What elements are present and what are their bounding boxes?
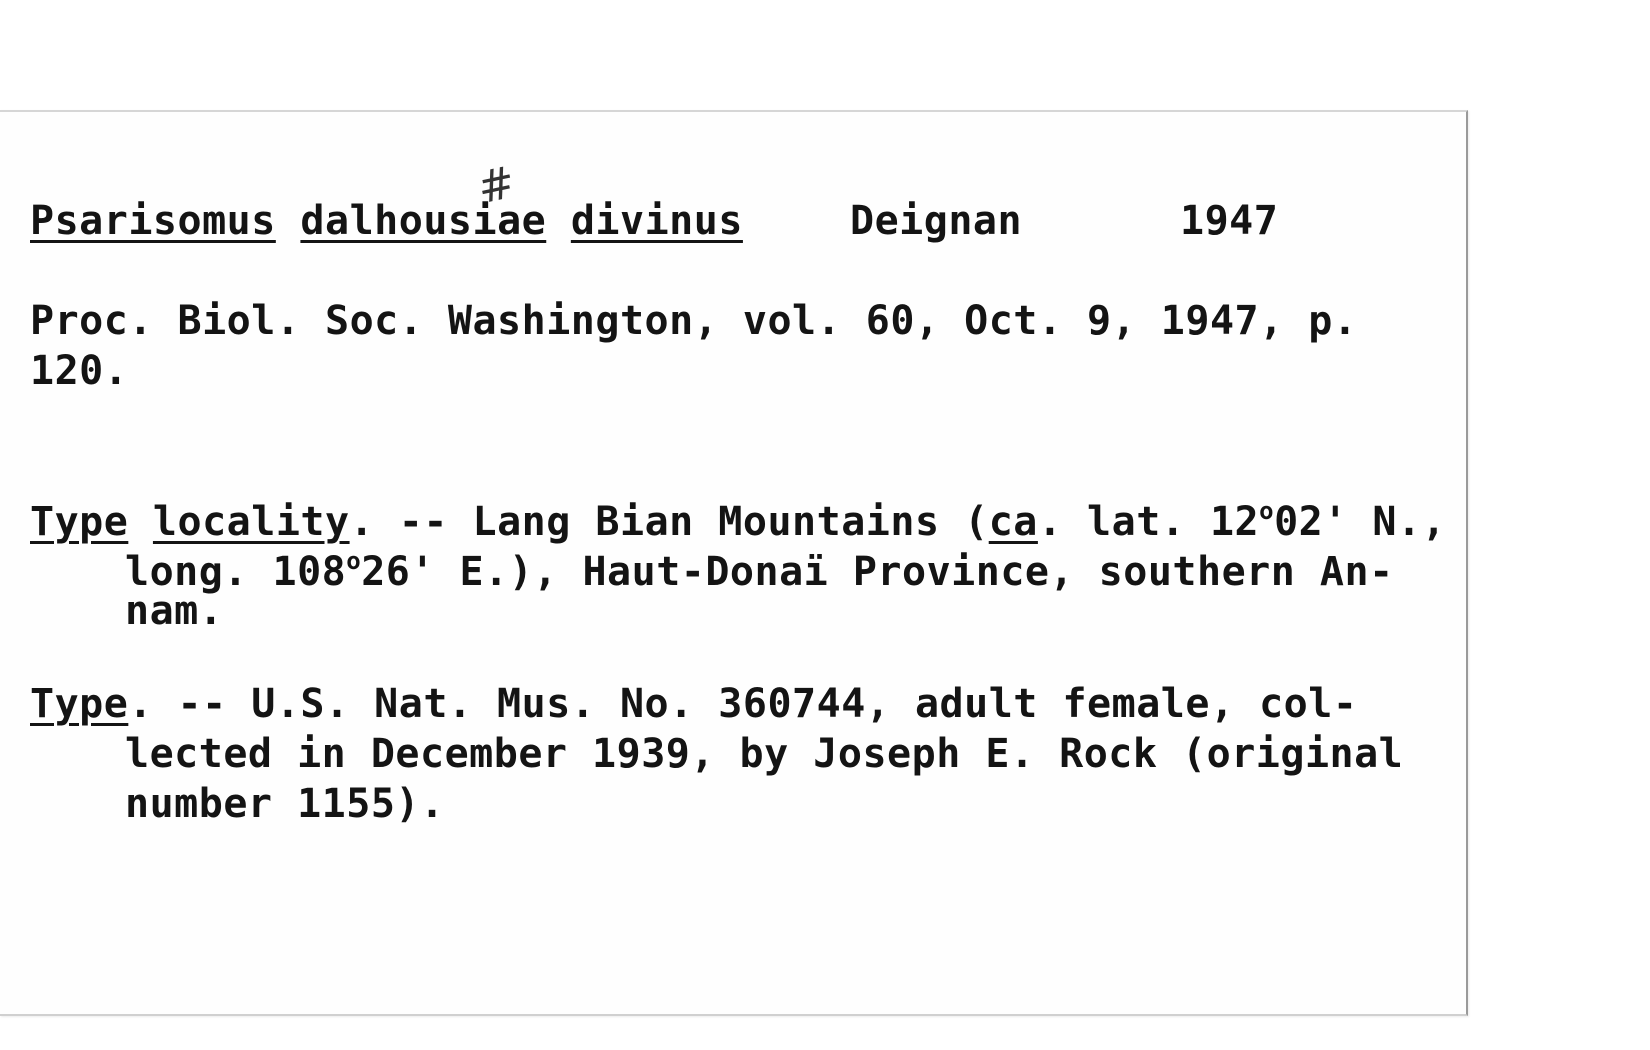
locality-intro: . -- Lang Bian Mountains (: [349, 499, 989, 545]
longitude-rest: 26' E.), Haut-Donaï Province, southern An-: [361, 549, 1394, 595]
type-specimen-text: . -- U.S. Nat. Mus. No. 360744, adult female, col-: [128, 681, 1358, 727]
type-specimen-line-2: lected in December 1939, by Joseph E. Rock (original: [125, 731, 1404, 777]
locality-label: locality: [152, 499, 350, 545]
latitude-minutes: 02' N.,: [1274, 499, 1447, 545]
taxon-header-line: [30, 195, 743, 247]
degree-sign-long: o: [346, 547, 362, 575]
type-specimen-line-3: number 1155).: [125, 781, 445, 827]
genus-name: Psarisomus: [30, 198, 276, 244]
citation-line-2: 120.: [30, 348, 129, 394]
author-name: Deignan: [850, 198, 1023, 244]
hash-mark-annotation: #: [473, 156, 520, 215]
degree-sign-lat: o: [1259, 497, 1275, 525]
longitude-text: long. 108: [125, 549, 347, 595]
ca-abbrev: ca: [988, 499, 1038, 545]
type-label: Type: [30, 499, 129, 545]
year: 1947: [1180, 198, 1279, 244]
type-locality-line-2: [125, 535, 1394, 598]
latitude-text: . lat. 12: [1037, 499, 1260, 545]
citation-line-1: Proc. Biol. Soc. Washington, vol. 60, Oct. 9, 1947, p.: [30, 298, 1358, 344]
type-specimen-label: Type: [30, 681, 129, 727]
species-name: dalhousiae: [300, 198, 547, 244]
type-locality-line-3: nam.: [125, 588, 224, 634]
subspecies-name: divinus: [570, 198, 743, 244]
type-specimen-line-1: [30, 678, 1357, 730]
